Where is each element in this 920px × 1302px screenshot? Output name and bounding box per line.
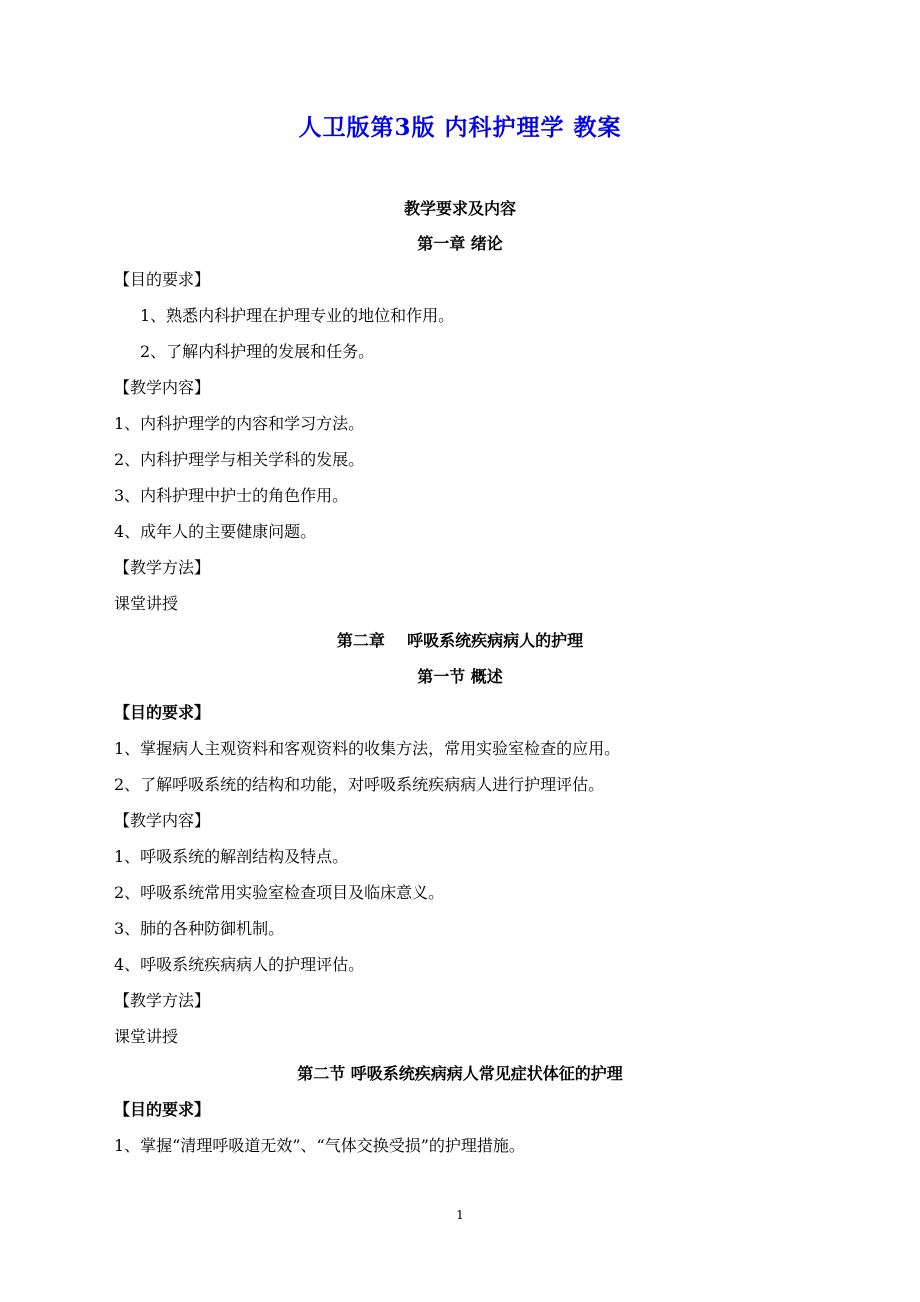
ch1-method: 课堂讲授 xyxy=(114,594,179,613)
ch1-content-item: 2、内科护理学与相关学科的发展。 xyxy=(114,450,365,469)
ch2-sec1-goal-item: 1、掌握病人主观资料和客观资料的收集方法，常用实验室检查的应用。 xyxy=(114,739,621,758)
ch2-sec1-content-item: 2、呼吸系统常用实验室检查项目及临床意义。 xyxy=(114,883,445,902)
ch1-method-label: 【教学方法】 xyxy=(114,558,211,577)
ch1-content-label: 【教学内容】 xyxy=(114,378,211,397)
ch2-sec1-goal-label: 【目的要求】 xyxy=(114,703,211,722)
ch1-content-item: 4、成年人的主要健康问题。 xyxy=(114,522,317,541)
chapter1-heading: 第一章 绪论 xyxy=(417,234,503,253)
ch2-sec2-goal-label: 【目的要求】 xyxy=(114,1100,211,1119)
page-number: 1 xyxy=(456,1208,464,1222)
ch1-content-item: 3、内科护理中护士的角色作用。 xyxy=(114,486,349,505)
ch2-sec1-content-label: 【教学内容】 xyxy=(114,811,211,830)
heading-main: 教学要求及内容 xyxy=(403,199,516,218)
ch1-goal-label: 【目的要求】 xyxy=(114,270,211,289)
ch2-sec1-content-item: 3、肺的各种防御机制。 xyxy=(114,919,285,938)
ch2-sec2-goal-item: 1、掌握“清理呼吸道无效”、“气体交换受损”的护理措施。 xyxy=(114,1136,525,1155)
ch2-sec1-goal-item: 2、了解呼吸系统的结构和功能，对呼吸系统疾病病人进行护理评估。 xyxy=(114,775,605,794)
ch1-content-item: 1、内科护理学的内容和学习方法。 xyxy=(114,414,365,433)
ch2-sec1-heading: 第一节 概述 xyxy=(417,667,503,686)
document-title: 人卫版第3版 内科护理学 教案 xyxy=(298,114,622,141)
ch2-sec1-method-label: 【教学方法】 xyxy=(114,991,211,1010)
ch2-sec2-heading: 第二节 呼吸系统疾病病人常见症状体征的护理 xyxy=(297,1064,623,1083)
ch2-sec1-content-item: 1、呼吸系统的解剖结构及特点。 xyxy=(114,847,349,866)
chapter2-heading: 第二章 呼吸系统疾病病人的护理 xyxy=(336,631,584,650)
ch1-goal-item: 1、熟悉内科护理在护理专业的地位和作用。 xyxy=(140,306,455,325)
ch2-sec1-content-item: 4、呼吸系统疾病病人的护理评估。 xyxy=(114,955,365,974)
ch2-sec1-method: 课堂讲授 xyxy=(114,1027,179,1046)
ch1-goal-item: 2、了解内科护理的发展和任务。 xyxy=(140,342,375,361)
